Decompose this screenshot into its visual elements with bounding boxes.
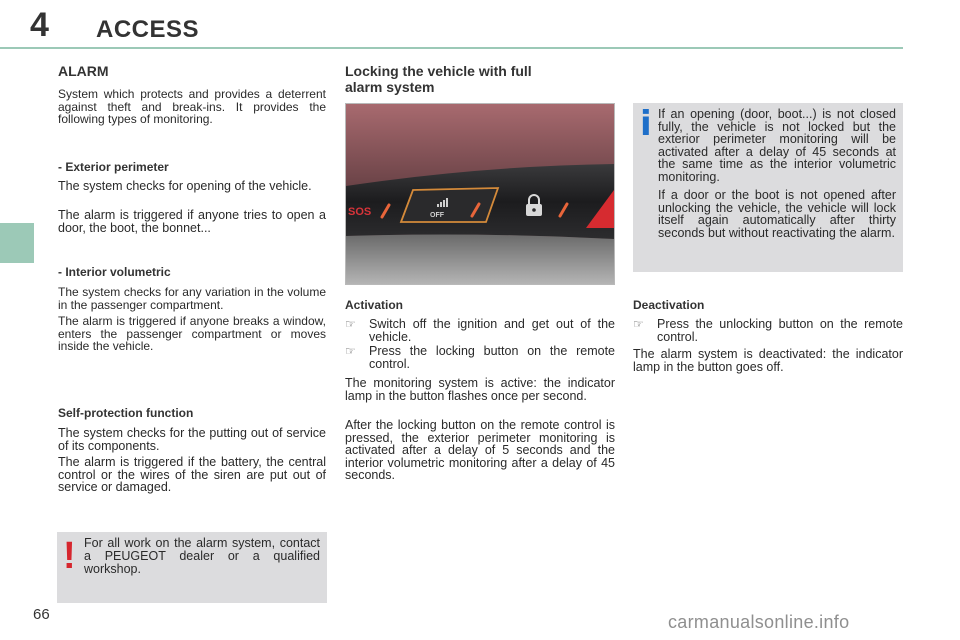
interior-heading: - Interior volumetric xyxy=(58,265,171,279)
off-label: OFF xyxy=(430,212,444,219)
interior-p1: The system checks for any variation in the volume in the passenger compartment. xyxy=(58,285,326,312)
bullet-text: Switch off the ignition and get out of the vehicle. xyxy=(369,317,615,344)
watermark: carmanualsonline.info xyxy=(668,612,850,632)
activation-p1: The monitoring system is active: the indicator lamp in the button flashes once per second. xyxy=(345,376,615,403)
activation-p2: After the locking button on the remote control is pressed, the exterior perimeter monitoring is activated after a delay of 5 seconds and the interior volumetric monitoring after a delay of 45 seconds. xyxy=(345,418,615,482)
bullet-text: Press the unlocking button on the remote control. xyxy=(657,317,903,344)
chapter-side-tab xyxy=(0,223,34,263)
alarm-intro: System which protects and provides a deterrent against theft and break-ins. It provides the following types of monitoring. xyxy=(58,87,326,126)
exterior-p1: The system checks for opening of the vehicle. xyxy=(58,179,312,193)
info-p2: If a door or the boot is not opened after unlocking the vehicle, the vehicle will lock itself again automatically after thirty seconds but without reactivating the alarm. xyxy=(658,188,896,240)
alarm-button-photo xyxy=(345,103,615,285)
selfprotect-heading: Self-protection function xyxy=(58,406,194,420)
locking-title-line2: alarm system xyxy=(345,79,435,95)
header-rule xyxy=(0,47,903,49)
hand-pointer-icon: ☞ xyxy=(633,317,644,331)
exterior-heading: - Exterior perimeter xyxy=(58,160,169,174)
deactivation-heading: Deactivation xyxy=(633,298,705,312)
locking-title xyxy=(345,63,615,95)
info-icon: i xyxy=(640,104,652,144)
info-note xyxy=(658,108,896,245)
activation-heading: Activation xyxy=(345,298,404,312)
deactivation-bullets xyxy=(633,318,903,344)
chapter-title: ACCESS xyxy=(96,16,200,43)
sos-label: SOS xyxy=(348,206,372,218)
deactivation-p1: The alarm system is deactivated: the indicator lamp in the button goes off. xyxy=(633,347,903,374)
hand-pointer-icon: ☞ xyxy=(345,317,356,331)
warning-note-text: For all work on the alarm system, contact a PEUGEOT dealer or a qualified workshop. xyxy=(84,536,320,576)
alarm-title: ALARM xyxy=(58,63,109,79)
activation-bullets xyxy=(345,318,615,371)
selfprotect-p1: The system checks for the putting out of service of its components. xyxy=(58,426,326,453)
chapter-number: 4 xyxy=(30,6,49,44)
selfprotect-p2: The alarm is triggered if the battery, the central control or the wires of the siren are put out of service or damaged. xyxy=(58,455,326,494)
hand-pointer-icon: ☞ xyxy=(345,344,356,358)
list-item xyxy=(345,318,615,344)
bullet-text: Press the locking button on the remote control. xyxy=(369,344,615,371)
page-number: 66 xyxy=(33,606,50,623)
list-item xyxy=(345,345,615,371)
info-p1: If an opening (door, boot...) is not closed fully, the vehicle is not locked but the exterior perimeter monitoring will be activated after a delay of 45 seconds at the same time as the interior volumetric monitoring. xyxy=(658,107,896,184)
locking-title-line1: Locking the vehicle with full xyxy=(345,63,532,79)
exterior-p2: The alarm is triggered if anyone tries to open a door, the boot, the bonnet... xyxy=(58,208,326,235)
exclamation-icon: ! xyxy=(63,535,76,577)
interior-p2: The alarm is triggered if anyone breaks a window, enters the passenger compartment or moves inside the vehicle. xyxy=(58,314,326,353)
list-item xyxy=(633,318,903,344)
